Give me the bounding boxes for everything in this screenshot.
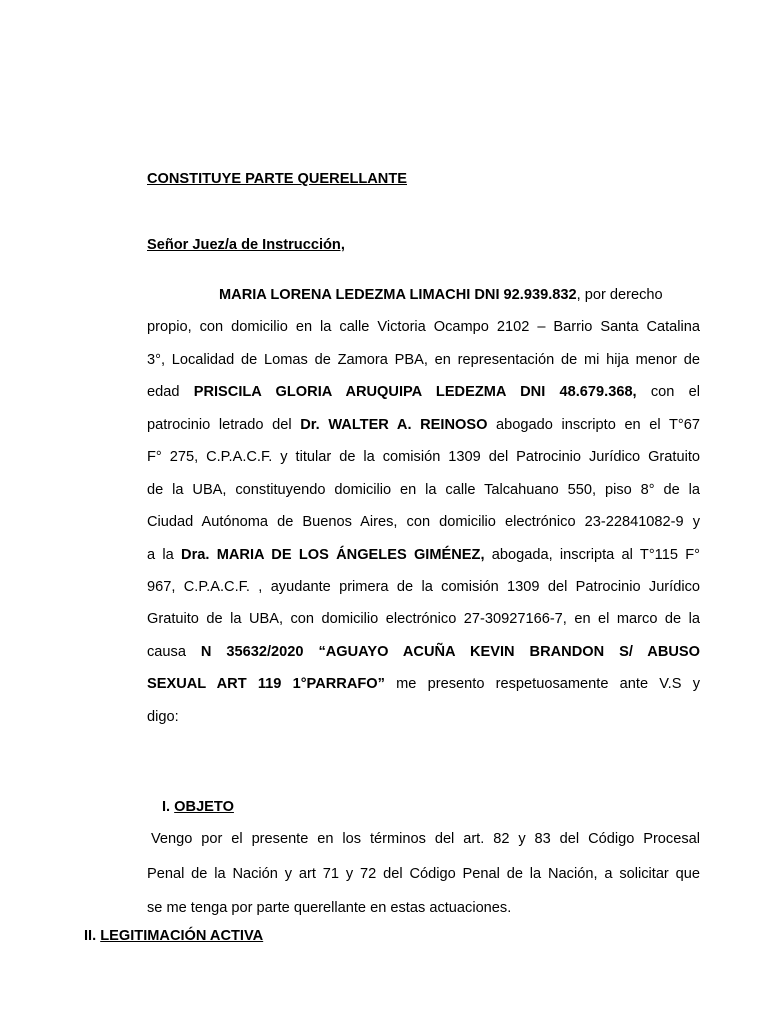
section-number: II. [84,928,101,944]
body-text: me presento respetuosamente ante V.S y [384,676,700,693]
body-text: edad [147,384,194,401]
body-text: Vengo por el presente en los términos del art. 82 y 83 del Código Procesal [151,831,700,847]
body-text: 3°, Localidad de Lomas de Zamora PBA, en representación de mi hija menor de [147,351,700,368]
lawyer-name: Dr. WALTER A. REINOSO [300,416,488,433]
section-heading-legitimacion [84,928,263,944]
section-number: I. [162,799,175,815]
body-line [147,704,700,736]
body-text: Gratuito de la UBA, con domicilio electrónico 27-30927166-7, en el marco de la [147,611,700,628]
document-body [147,282,700,736]
body-text: Ciudad Autónoma de Buenos Aires, con domicilio electrónico 23-22841082-9 y [147,514,700,531]
body-text: de la UBA, constituyendo domicilio en la calle Talcahuano 550, piso 8° de la [147,481,700,498]
body-line [147,639,700,671]
section-heading-objeto [162,799,234,815]
body-text: Penal de la Nación y art 71 y 72 del Código Penal de la Nación, a solicitar que [147,865,700,882]
body-line [147,444,700,476]
body-text: a la [147,546,182,563]
body-line [147,477,700,509]
minor-name: PRISCILA GLORIA ARUQUIPA LEDEZMA DNI 48.679.368, [193,384,637,401]
body-line [147,282,700,314]
body-text: causa [147,643,201,660]
body-line [147,826,700,861]
body-text: digo: [147,708,179,725]
body-text: F° 275, C.P.A.C.F. y titular de la comisión 1309 del Patrocinio Jurídico Gratuito [147,449,700,466]
lawyer-name: Dra. MARIA DE LOS ÁNGELES GIMÉNEZ, [181,546,485,563]
body-text: abogado inscripto en el T°67 [487,416,700,433]
body-line [147,379,700,411]
body-line [147,314,700,346]
complainant-name: MARIA LORENA LEDEZMA LIMACHI DNI 92.939.832 [219,287,577,303]
objeto-body [147,826,700,930]
body-line [147,895,700,930]
body-line [147,574,700,606]
body-line [147,671,700,703]
body-text: , por derecho [576,287,663,303]
body-line [147,509,700,541]
body-text: con el [636,384,701,401]
body-text: se me tenga por parte querellante en estas actuaciones. [147,900,512,916]
salutation: Señor Juez/a de Instrucción, [147,237,345,253]
body-text: abogada, inscripta al T°115 F° [484,546,700,563]
section-title: LEGITIMACIÓN ACTIVA [100,928,264,944]
body-line [147,606,700,638]
body-line [147,861,700,896]
body-text: 967, C.P.A.C.F. , ayudante primera de la comisión 1309 del Patrocinio Jurídico [147,578,700,595]
case-reference: N 35632/2020 “AGUAYO ACUÑA KEVIN BRANDON S/ ABUSO [200,643,700,660]
body-text: patrocinio letrado del [147,416,301,433]
body-text: propio, con domicilio en la calle Victoria Ocampo 2102 – Barrio Santa Catalina [147,319,700,336]
body-line [147,542,700,574]
body-line [147,412,700,444]
document-title: CONSTITUYE PARTE QUERELLANTE [147,171,407,187]
case-reference: SEXUAL ART 119 1°PARRAFO” [147,676,385,693]
body-line [147,347,700,379]
section-title: OBJETO [174,799,234,815]
